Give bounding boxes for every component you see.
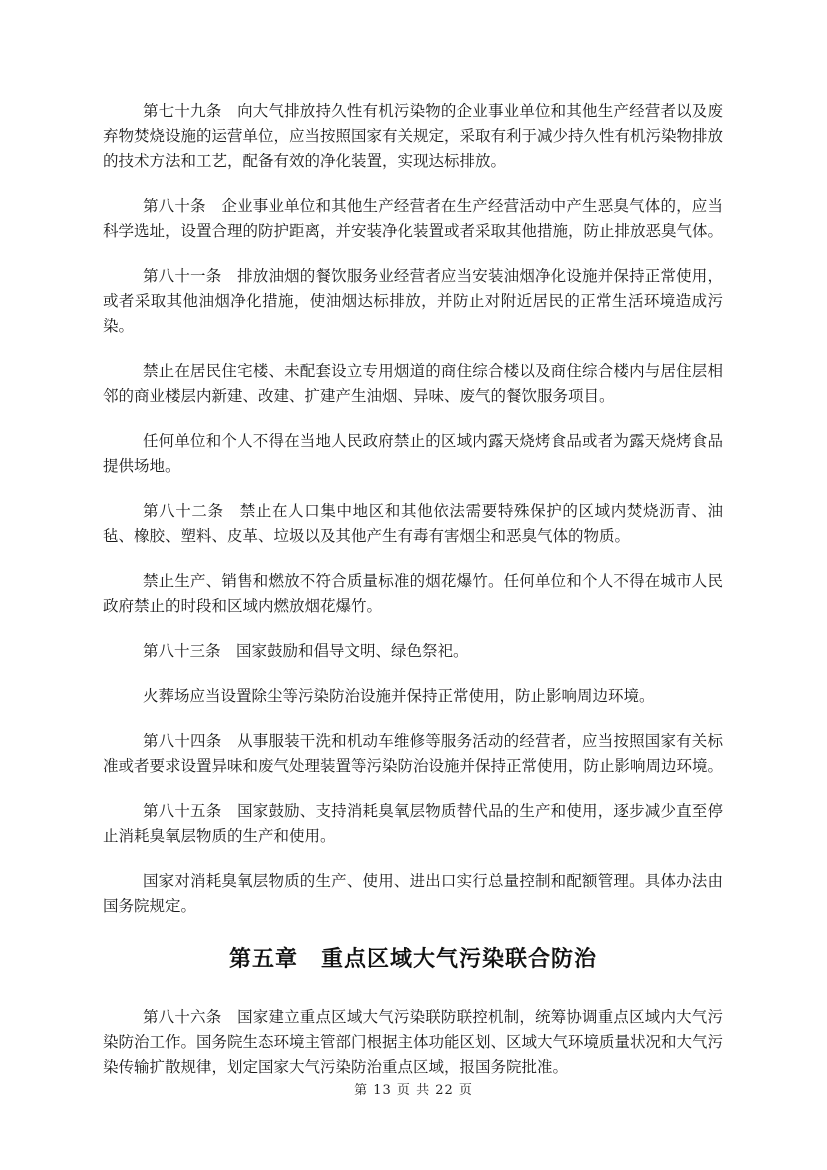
- paragraph-article-79: 第七十九条 向大气排放持久性有机污染物的企业事业单位和其他生产经营者以及废弃物焚烧设施的运营单位，应当按照国家有关规定，采取有利于减少持久性有机污染物排放的技术方法和工艺，配备有效的净化装置，实现达标排放。: [103, 102, 724, 170]
- document-content: [103, 99, 723, 1100]
- paragraph-article-83: 第八十三条 国家鼓励和倡导文明、绿色祭祀。: [143, 642, 469, 660]
- page-number-footer: 第 13 页 共 22 页: [354, 1083, 473, 1098]
- paragraph-article-80: 第八十条 企业事业单位和其他生产经营者在生产经营活动中产生恶臭气体的，应当科学选址，设置合理的防护距离，并安装净化装置或者采取其他措施，防止排放恶臭气体。: [103, 197, 724, 240]
- paragraph-article-82-clause-2: 禁止生产、销售和燃放不符合质量标准的烟花爆竹。任何单位和个人不得在城市人民政府禁止的时段和区域内燃放烟花爆竹。: [103, 572, 723, 615]
- paragraph-article-81: 第八十一条 排放油烟的餐饮服务业经营者应当安装油烟净化设施并保持正常使用，或者采取其他油烟净化措施，使油烟达标排放，并防止对附近居民的正常生活环境造成污染。: [103, 267, 723, 335]
- paragraph-article-83-clause-2: 火葬场应当设置除尘等污染防治设施并保持正常使用，防止影响周边环境。: [143, 687, 655, 705]
- paragraph-article-85: 第八十五条 国家鼓励、支持消耗臭氧层物质替代品的生产和使用，逐步减少直至停止消耗臭氧层物质的生产和使用。: [103, 802, 723, 845]
- chapter-5-heading: 第五章 重点区域大气污染联合防治: [228, 947, 597, 972]
- paragraph-article-81-clause-2: 禁止在居民住宅楼、未配套设立专用烟道的商住综合楼以及商住综合楼内与居住层相邻的商业楼层内新建、改建、扩建产生油烟、异味、废气的餐饮服务项目。: [103, 362, 723, 405]
- paragraph-article-85-clause-2: 国家对消耗臭氧层物质的生产、使用、进出口实行总量控制和配额管理。具体办法由国务院规定。: [103, 872, 723, 915]
- paragraph-article-84: 第八十四条 从事服装干洗和机动车维修等服务活动的经营者，应当按照国家有关标准或者要求设置异味和废气处理装置等污染防治设施并保持正常使用，防止影响周边环境。: [103, 732, 724, 775]
- paragraph-article-86: 第八十六条 国家建立重点区域大气污染联防联控机制，统筹协调重点区域内大气污染防治工作。国务院生态环境主管部门根据主体功能区划、区域大气环境质量状况和大气污染传输扩散规律，划定国家大气污染防治重点区域，报国务院批准。: [103, 1008, 724, 1076]
- paragraph-article-82: 第八十二条 禁止在人口集中地区和其他依法需要特殊保护的区域内焚烧沥青、油毡、橡胶、塑料、皮革、垃圾以及其他产生有毒有害烟尘和恶臭气体的物质。: [103, 502, 723, 545]
- paragraph-article-81-clause-3: 任何单位和个人不得在当地人民政府禁止的区域内露天烧烤食品或者为露天烧烤食品提供场地。: [103, 432, 723, 475]
